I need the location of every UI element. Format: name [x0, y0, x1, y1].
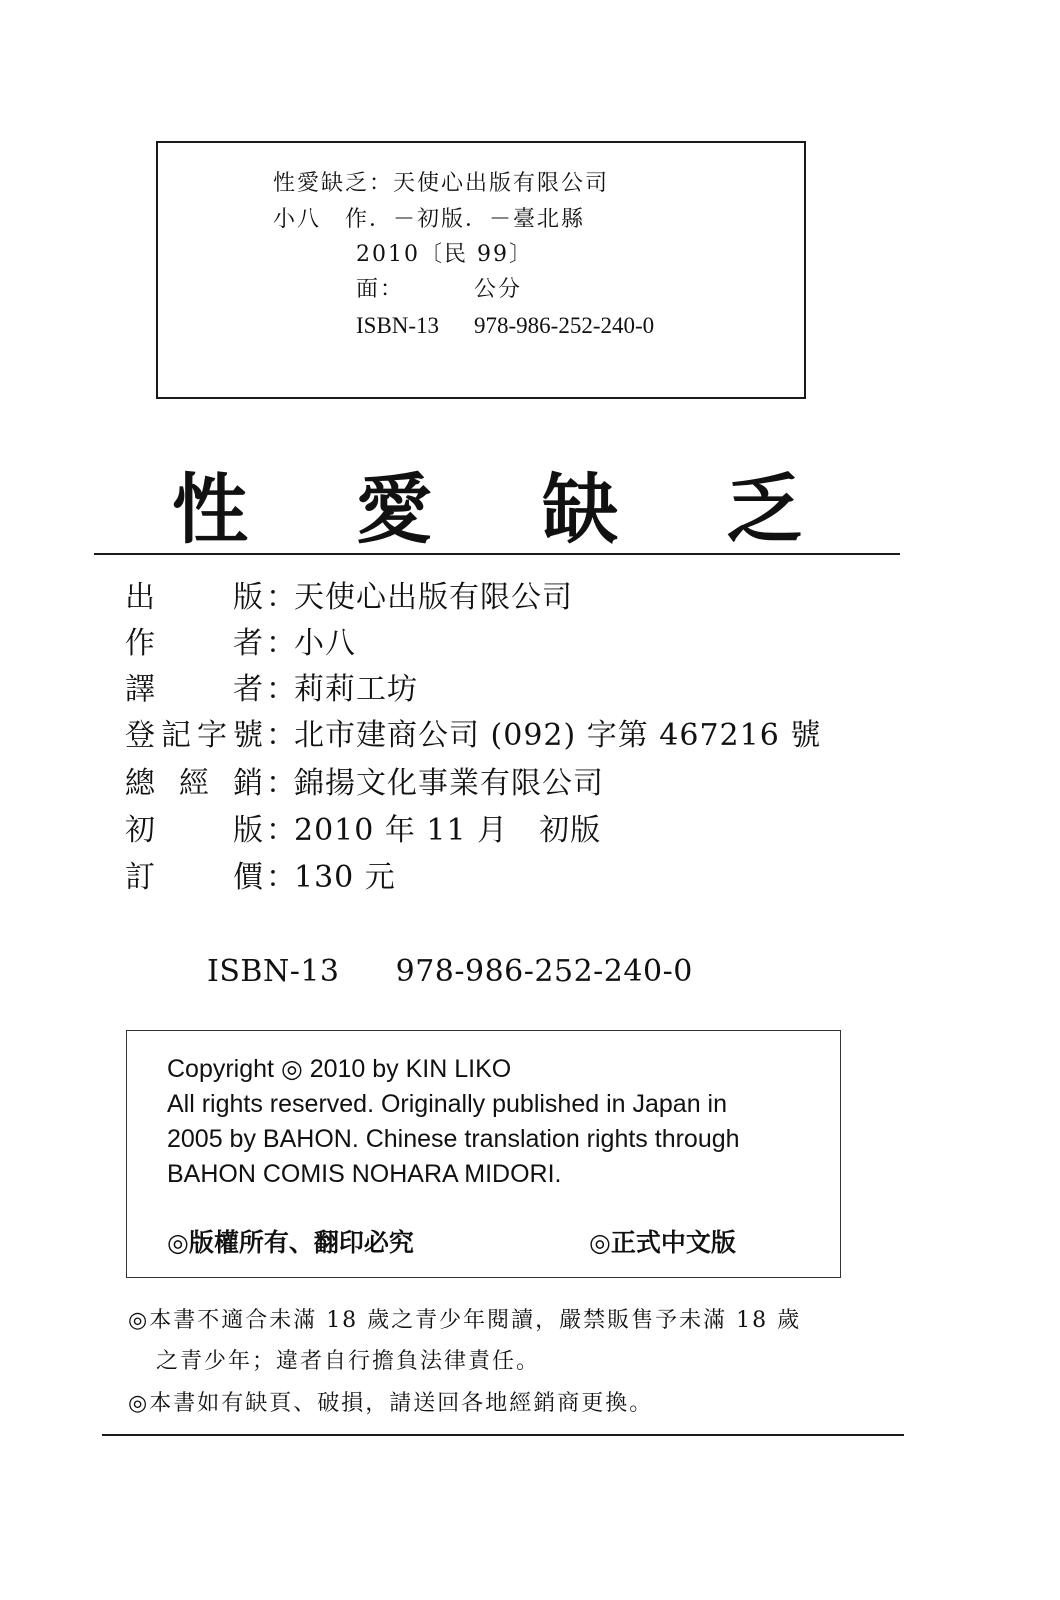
cip-line-year: 2010〔民 99〕 [356, 242, 533, 267]
title-char: 性 [172, 465, 248, 554]
info-label [124, 811, 266, 851]
cip-box [156, 141, 806, 399]
cip-line-title: 性愛缺乏：天使心出版有限公司 [273, 171, 610, 196]
label-char: 總 [125, 766, 155, 801]
copyright-box [126, 1030, 841, 1278]
official-edition-mark: ◎正式中文版 [589, 1228, 736, 1257]
label-char: 記 [161, 718, 191, 753]
label-char: 訂 [125, 860, 155, 895]
title-char: 愛 [356, 465, 432, 554]
copyright-line: 2005 by BAHON. Chinese translation rights through [167, 1125, 740, 1153]
label-char: 出 [125, 580, 155, 615]
info-colon: ： [266, 626, 296, 661]
info-value: 天使心出版有限公司 [294, 580, 573, 615]
title-char: 乏 [726, 465, 802, 554]
info-value: 小八 [294, 626, 356, 661]
label-char: 初 [125, 813, 155, 848]
title-divider [94, 553, 900, 555]
cip-isbn-label: ISBN-13 [356, 313, 440, 338]
rights-reserved-mark: ◎版權所有、翻印必究 [167, 1228, 414, 1257]
info-label [124, 716, 266, 756]
isbn-label: ISBN-13 [207, 954, 340, 989]
cip-line-author: 小八 作．－初版．－臺北縣 [273, 207, 586, 232]
title-char: 缺 [542, 465, 618, 554]
isbn [207, 952, 693, 992]
info-colon: ： [266, 580, 296, 615]
cip-line-pages-unit: 公分 [474, 277, 523, 302]
label-char: 登 [125, 718, 155, 753]
info-colon: ： [266, 718, 296, 753]
label-char: 經 [179, 766, 209, 801]
label-char: 者 [233, 672, 263, 707]
info-colon: ： [266, 813, 296, 848]
notice-replacement: ◎本書如有缺頁、破損，請送回各地經銷商更換。 [128, 1391, 654, 1416]
copyright-line: BAHON COMIS NOHARA MIDORI. [167, 1160, 562, 1188]
cip-isbn-value: 978-986-252-240-0 [474, 313, 655, 338]
info-value: 130 元 [294, 860, 396, 895]
copyright-line: Copyright ◎ 2010 by KIN LIKO [167, 1055, 512, 1083]
copyright-line: All rights reserved. Originally published in Japan in [167, 1090, 728, 1118]
info-value: 錦揚文化事業有限公司 [294, 766, 604, 801]
isbn-value: 978-986-252-240-0 [395, 954, 693, 989]
cip-line-pages-label: 面： [356, 277, 405, 302]
label-char: 銷 [233, 766, 263, 801]
label-char: 號 [233, 718, 263, 753]
label-char: 版 [233, 813, 263, 848]
info-value: 莉莉工坊 [294, 672, 418, 707]
info-colon: ： [266, 672, 296, 707]
label-char: 價 [233, 860, 263, 895]
info-colon: ： [266, 766, 296, 801]
info-label [124, 578, 266, 618]
info-label [124, 764, 266, 804]
info-label [124, 670, 266, 710]
label-char: 版 [233, 580, 263, 615]
info-label [124, 858, 266, 898]
label-char: 譯 [125, 672, 155, 707]
notice-age-restriction: ◎本書不適合未滿 18 歲之青少年閱讀，嚴禁販售予未滿 18 歲 [128, 1308, 802, 1333]
info-colon: ： [266, 860, 296, 895]
label-char: 者 [233, 626, 263, 661]
bottom-divider [102, 1434, 904, 1436]
info-value: 2010 年 11 月 初版 [294, 813, 602, 848]
notice-legal-liability: 之青少年；違者自行擔負法律責任。 [156, 1349, 541, 1374]
label-char: 字 [197, 718, 227, 753]
label-char: 作 [125, 626, 155, 661]
info-value: 北市建商公司 (092) 字第 467216 號 [294, 718, 822, 753]
info-label [124, 624, 266, 664]
